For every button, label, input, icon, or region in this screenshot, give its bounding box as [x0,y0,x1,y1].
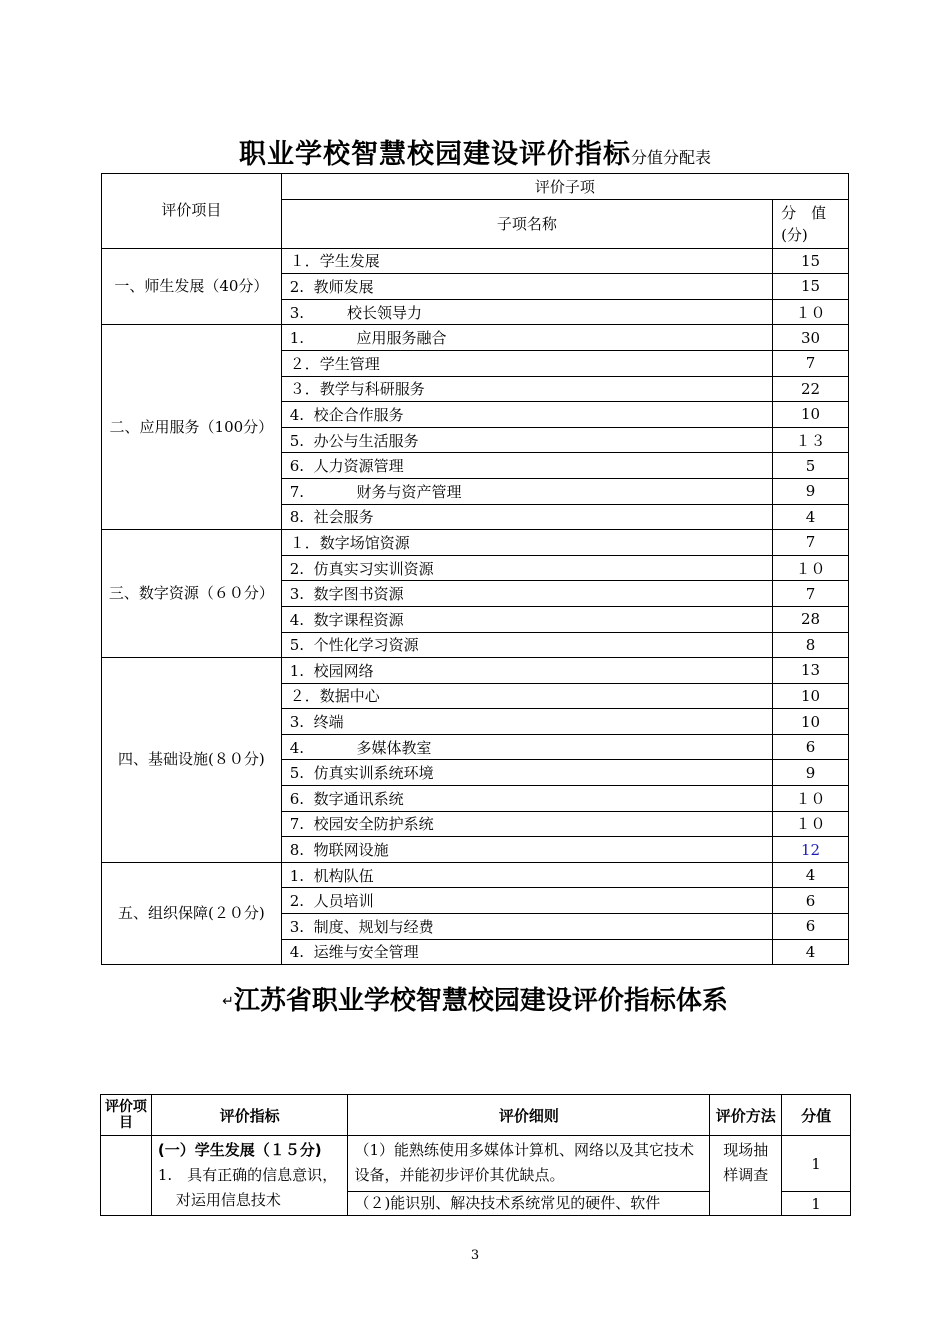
return-mark-icon: ↵ [222,993,234,1010]
subitem-name: 6. 数字通讯系统 [281,786,772,812]
category-cell: 二、应用服务（100分） [102,325,282,530]
table-row [102,248,849,274]
subitem-score: 4 [773,939,849,965]
evaluation-system-table [100,1094,851,1216]
subitem-score: １０ [773,299,849,325]
subitem-name: 1. 应用服务融合 [281,325,772,351]
subitem-name: 3. 制度、规划与经费 [281,914,772,940]
subitem-score: 7 [773,350,849,376]
header-name: 子项名称 [281,199,772,248]
subitem-name: 3. 校长领导力 [281,299,772,325]
table-row [102,658,849,684]
col-indicator: 评价指标 [151,1095,348,1136]
subitem-score: 4 [773,862,849,888]
subitem-name: 2. 仿真实习实训资源 [281,555,772,581]
subitem-score: １０ [773,555,849,581]
subitem-score: 22 [773,376,849,402]
col-detail: 评价细则 [348,1095,710,1136]
table-row [102,862,849,888]
subitem-score: 7 [773,581,849,607]
subitem-name: 5. 仿真实训系统环境 [281,760,772,786]
page-title [0,132,950,171]
subitem-name: 4. 数字课程资源 [281,606,772,632]
subitem-name: 3. 数字图书资源 [281,581,772,607]
subitem-name: 1. 校园网络 [281,658,772,684]
col-score: 分值 [782,1095,851,1136]
category-cell: 三、数字资源（６０分） [102,530,282,658]
category-cell: 四、基础设施(８０分) [102,658,282,863]
subitem-score: 15 [773,274,849,300]
score-row-1: 1 [782,1136,851,1192]
subitem-score: 6 [773,734,849,760]
indicator-heading: (一）学生发展（１５分) [157,1141,322,1159]
subitem-score: １３ [773,427,849,453]
subitem-name: 4. 多媒体教室 [281,734,772,760]
subitem-name: 6. 人力资源管理 [281,453,772,479]
section-title-text: 江苏省职业学校智慧校园建设评价指标体系 [233,986,728,1016]
subitem-name: ２．学生管理 [281,350,772,376]
subitem-score: 10 [773,402,849,428]
subitem-score: 6 [773,888,849,914]
subitem-score: 13 [773,658,849,684]
subitem-name: 4. 校企合作服务 [281,402,772,428]
subitem-name: 2. 教师发展 [281,274,772,300]
table-row [102,530,849,556]
header-score: 分 值(分) [773,199,849,248]
subitem-score: 30 [773,325,849,351]
project-cell [101,1136,152,1216]
subitem-name: 7. 财务与资产管理 [281,478,772,504]
subitem-name: １．学生发展 [281,248,772,274]
category-cell: 一、师生发展（40分） [102,248,282,325]
subitem-name: 3. 终端 [281,709,772,735]
col-method: 评价方法 [710,1095,782,1136]
subitem-name: 4. 运维与安全管理 [281,939,772,965]
page-number: 3 [470,1248,480,1263]
subitem-name: １．数字场馆资源 [281,530,772,556]
subitem-score: 28 [773,606,849,632]
subitem-score: 4 [773,504,849,530]
subitem-score: 7 [773,530,849,556]
title-main: 职业学校智慧校园建设评价指标 [238,139,631,170]
subitem-name: 5. 办公与生活服务 [281,427,772,453]
score-row-2: 1 [782,1192,851,1216]
header-project: 评价项目 [102,174,282,249]
subitem-score: 9 [773,760,849,786]
subitem-score: 5 [773,453,849,479]
table-row [102,325,849,351]
score-allocation-table [101,173,849,965]
subitem-score: 6 [773,914,849,940]
subitem-score: 10 [773,683,849,709]
indicator-text: 1. 具有正确的信息意识，对运用信息技术 [157,1166,338,1209]
subitem-score: １０ [773,786,849,812]
subitem-name: 7. 校园安全防护系统 [281,811,772,837]
section-title [0,980,950,1017]
subitem-name: 1. 机构队伍 [281,862,772,888]
subitem-name: ３．教学与科研服务 [281,376,772,402]
subitem-score: 9 [773,478,849,504]
subitem-name: ２．数据中心 [281,683,772,709]
subitem-name: 5. 个性化学习资源 [281,632,772,658]
header-sub: 评价子项 [281,174,848,200]
category-cell: 五、组织保障(２０分) [102,862,282,964]
subitem-score: 8 [773,632,849,658]
indicator-cell [151,1136,348,1216]
subitem-score: １０ [773,811,849,837]
detail-row-1: （1）能熟练使用多媒体计算机、网络以及其它技术设备，并能初步评价其优缺点。 [348,1136,710,1192]
subitem-score: 10 [773,709,849,735]
subitem-name: 2. 人员培训 [281,888,772,914]
method-cell: 现场抽样调查 [710,1136,782,1216]
col-project: 评价项目 [101,1095,152,1136]
subitem-name: 8. 社会服务 [281,504,772,530]
title-suffix: 分值分配表 [630,148,711,167]
detail-row-2: （２)能识别、解决技术系统常见的硬件、软件 [348,1192,710,1216]
subitem-name: 8. 物联网设施 [281,837,772,863]
subitem-score: 12 [773,837,849,863]
subitem-score: 15 [773,248,849,274]
